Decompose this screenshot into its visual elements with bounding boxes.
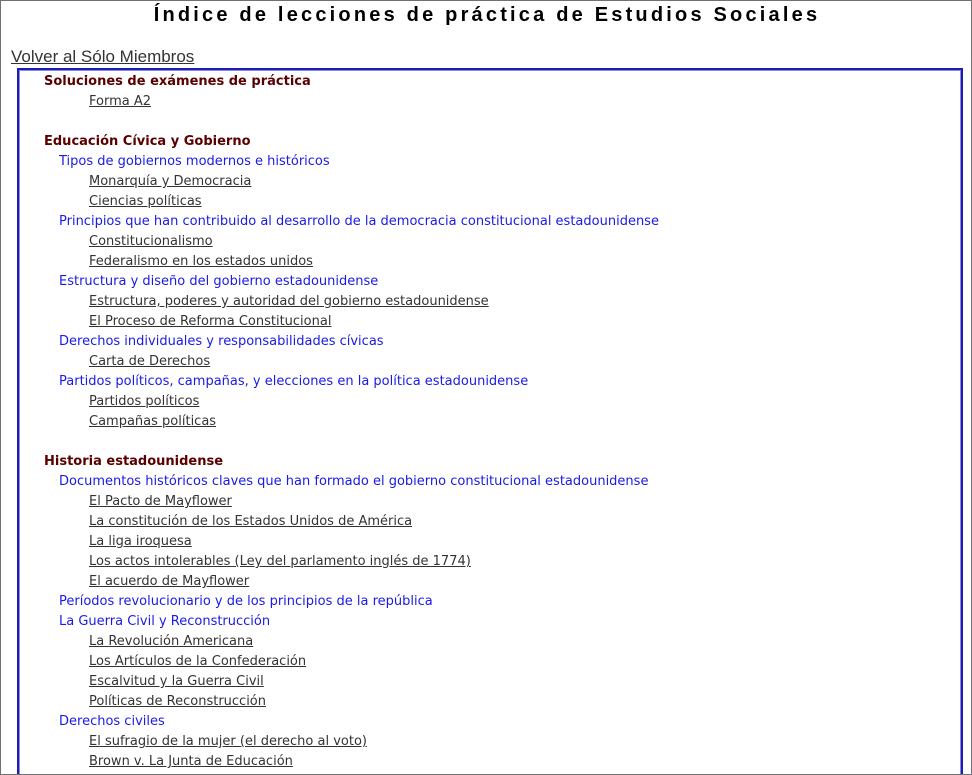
lesson-item bbox=[19, 632, 961, 652]
lesson-item bbox=[19, 292, 961, 312]
lesson-link[interactable]: Brown v. La Junta de Educación bbox=[89, 754, 293, 769]
section-heading: Soluciones de exámenes de práctica bbox=[44, 74, 311, 89]
topic-heading: La Guerra Civil y Reconstrucción bbox=[59, 614, 271, 629]
lesson-item bbox=[19, 412, 961, 432]
lesson-item bbox=[19, 552, 961, 572]
topic-heading: Tipos de gobiernos modernos e históricos bbox=[59, 154, 330, 169]
topic-heading: Principios que han contribuido al desarrollo de la democracia constitucional estadounidense bbox=[59, 214, 659, 229]
section-spacer bbox=[19, 432, 961, 452]
lesson-link[interactable]: Partidos políticos bbox=[89, 394, 200, 409]
lesson-link[interactable]: Forma A2 bbox=[89, 94, 152, 109]
section-spacer bbox=[19, 112, 961, 132]
topic-heading: Partidos políticos, campañas, y elecciones en la política estadounidense bbox=[59, 374, 529, 389]
lesson-link[interactable]: La constitución de los Estados Unidos de América bbox=[89, 514, 413, 529]
lesson-item bbox=[19, 492, 961, 512]
back-to-members-link[interactable]: Volver al Sólo Miembros bbox=[11, 47, 195, 66]
lesson-link[interactable]: La Revolución Americana bbox=[89, 634, 254, 649]
lesson-link[interactable]: Los Artículos de la Confederación bbox=[89, 654, 307, 669]
lesson-link[interactable]: Carta de Derechos bbox=[89, 354, 211, 369]
lesson-link[interactable]: El Proceso de Reforma Constitucional bbox=[89, 314, 332, 329]
lesson-item bbox=[19, 572, 961, 592]
lesson-link[interactable]: Estructura, poderes y autoridad del gobierno estadounidense bbox=[89, 294, 489, 309]
topic-heading: Períodos revolucionario y de los principios de la república bbox=[59, 594, 433, 609]
lesson-index-list bbox=[19, 72, 961, 772]
lesson-link[interactable]: Escalvitud y la Guerra Civil bbox=[89, 674, 264, 689]
lesson-index-box bbox=[17, 68, 963, 775]
lesson-item bbox=[19, 732, 961, 752]
topic-heading: Documentos históricos claves que han formado el gobierno constitucional estadounidense bbox=[59, 474, 649, 489]
lesson-link[interactable]: Federalismo en los estados unidos bbox=[89, 254, 313, 269]
topic-heading: Derechos individuales y responsabilidades cívicas bbox=[59, 334, 384, 349]
lesson-item bbox=[19, 92, 961, 112]
section-heading: Educación Cívica y Gobierno bbox=[44, 134, 251, 149]
lesson-item bbox=[19, 532, 961, 552]
lesson-link[interactable]: Constitucionalismo bbox=[89, 234, 213, 249]
lesson-link[interactable]: El sufragio de la mujer (el derecho al voto) bbox=[89, 734, 367, 749]
lesson-link[interactable]: El Pacto de Mayflower bbox=[89, 494, 232, 509]
lesson-item bbox=[19, 192, 961, 212]
lesson-item bbox=[19, 512, 961, 532]
lesson-link[interactable]: Políticas de Reconstrucción bbox=[89, 694, 267, 709]
topic-heading: Derechos civiles bbox=[59, 714, 165, 729]
lesson-item bbox=[19, 392, 961, 412]
topic-heading: Estructura y diseño del gobierno estadounidense bbox=[59, 274, 379, 289]
lesson-link[interactable]: Los actos intolerables (Ley del parlamento inglés de 1774) bbox=[89, 554, 471, 569]
lesson-item bbox=[19, 252, 961, 272]
lesson-link[interactable]: Monarquía y Democracia bbox=[89, 174, 252, 189]
lesson-item bbox=[19, 652, 961, 672]
section-heading: Historia estadounidense bbox=[44, 454, 224, 469]
lesson-link[interactable]: La liga iroquesa bbox=[89, 534, 192, 549]
lesson-item bbox=[19, 172, 961, 192]
lesson-item bbox=[19, 672, 961, 692]
lesson-item bbox=[19, 232, 961, 252]
lesson-item bbox=[19, 752, 961, 772]
lesson-link[interactable]: Ciencias políticas bbox=[89, 194, 202, 209]
page-title: Índice de lecciones de práctica de Estudios Sociales bbox=[153, 4, 821, 26]
lesson-item bbox=[19, 352, 961, 372]
lesson-link[interactable]: El acuerdo de Mayflower bbox=[89, 574, 250, 589]
lesson-item bbox=[19, 312, 961, 332]
lesson-link[interactable]: Campañas políticas bbox=[89, 414, 217, 429]
lesson-item bbox=[19, 692, 961, 712]
